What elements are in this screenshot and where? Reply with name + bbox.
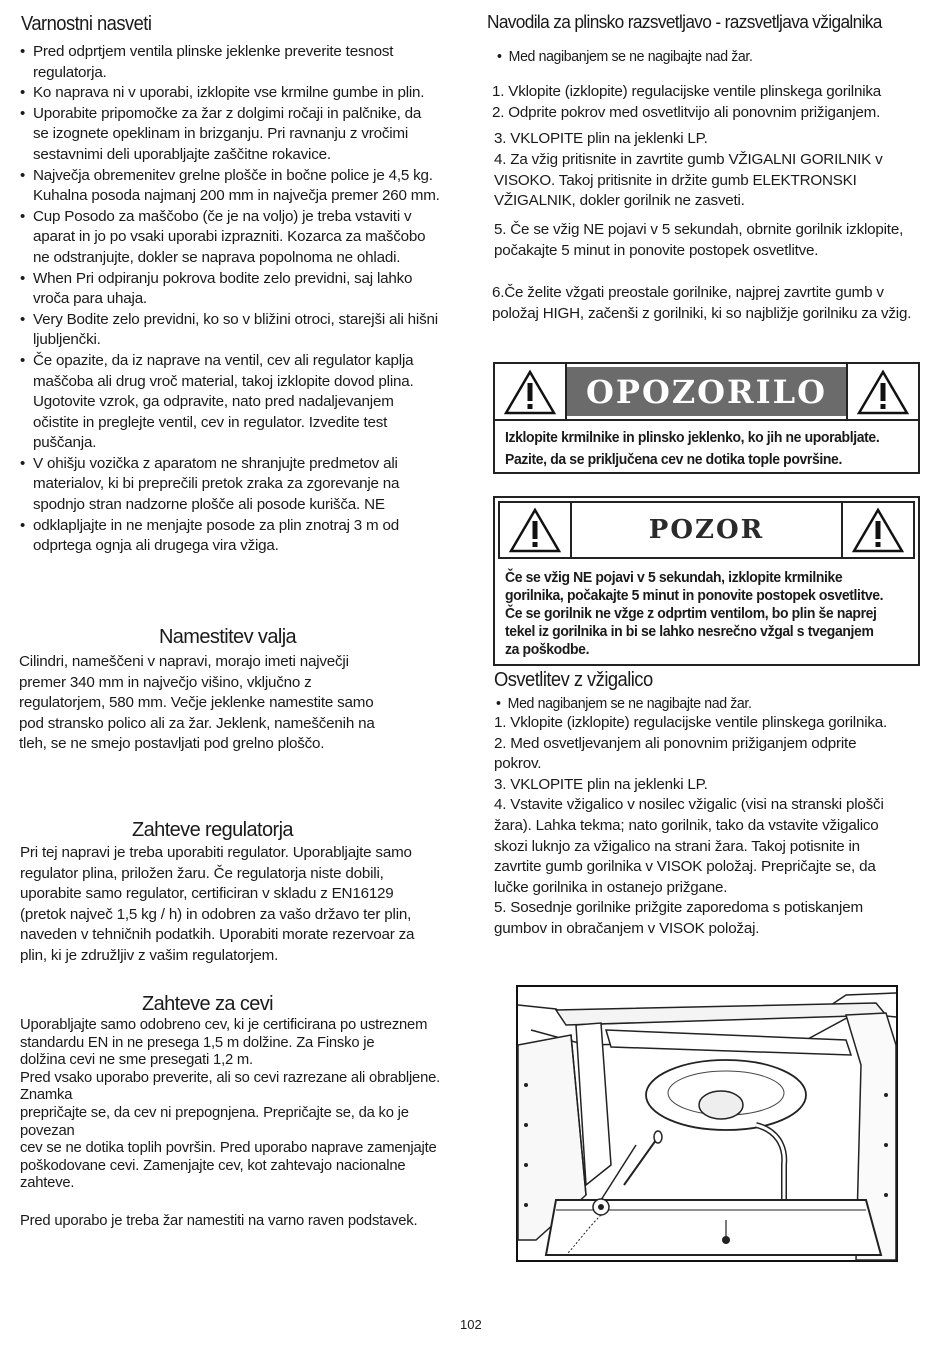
list-item: • odklapljajte in ne menjajte posode za plin znotraj 3 m od odprtega ognja ali drugega vira vžiga.: [20, 516, 440, 557]
warning-line: Izklopite krmilnike in plinsko jeklenko, ko jih ne uporabljate.: [505, 429, 880, 446]
page-number: 102: [460, 1317, 482, 1332]
match-step: 3. VKLOPITE plin na jeklenki LP.: [494, 775, 708, 793]
grill-illustration: [516, 985, 898, 1262]
hoses-line: standardu EN in ne presega 1,5 m dolžine. Za Finsko je: [20, 1034, 375, 1051]
bullet-dot: •: [496, 695, 508, 712]
caution-title: POZOR: [648, 515, 765, 545]
regulator-title: Zahteve regulatorja: [132, 819, 293, 841]
warning-triangle-left: [495, 364, 567, 419]
list-item: • Pred odprtjem ventila plinske jeklenke preverite tesnost regulatorja.: [20, 42, 440, 83]
cylinder-text: Cilindri, nameščeni v napravi, morajo imeti največji premer 340 mm in največjo višino, vključno z regulatorjem, 580 mm. Večje jeklenke namestite samo pod stransko polico ali za žar. Jeklenk, nameščenih na tleh, se ne smejo postavljati pod grelno ploščo.: [19, 653, 375, 753]
caution-line: Če se vžig NE pojavi v 5 sekundah, izklopite krmilnike: [505, 569, 843, 586]
list-item: • Cup Posodo za maščobo (če je na voljo) je treba vstaviti v aparat in jo po vsaki uporabi izprazniti. Kozarca za maščobo ne odstranjujte, dokler se naprava popolnoma ne ohladi.: [20, 207, 440, 269]
hoses-line: prepričajte se, da cev ni prepognjena. Prepričajte se, da ko je: [20, 1104, 409, 1121]
caution-triangle-right: [841, 503, 913, 557]
hoses-line: cev se ne dotika toplih površin. Pred uporabo naprave zamenjajte: [20, 1140, 437, 1157]
list-item: • Največja obremenitev grelne plošče in bočne police je 4,5 kg. Kuhalna posoda najmanj 200 mm in največja premer 260 mm.: [20, 166, 440, 207]
match-title: Osvetlitev z vžigalico: [494, 669, 653, 691]
hoses-footer: Pred uporabo je treba žar namestiti na varno raven podstavek.: [20, 1213, 418, 1229]
hoses-line: zahteve.: [20, 1175, 75, 1192]
warning-title: OPOZORILO: [567, 367, 846, 416]
list-item: • Ko naprava ni v uporabi, izklopite vse krmilne gumbe in plin.: [20, 83, 440, 104]
caution-header: [498, 501, 915, 559]
caution-triangle-left: [500, 503, 572, 557]
ignition-step: 5. Če se vžig NE pojavi v 5 sekundah, obrnite gorilnik izklopite, počakajte 5 minut in ponovite postopek osvetlitve.: [494, 221, 904, 259]
ignition-step: 4. Za vžig pritisnite in zavrtite gumb VŽIGALNI GORILNIK v VISOKO. Takoj pritisnite in držite gumb ELEKTRONSKI VŽIGALNIK, dokler gorilnik ne zasveti.: [494, 151, 883, 210]
ignition-step: 1. Vklopite (izklopite) regulacijske ventile plinskega gorilnika: [492, 83, 882, 100]
list-item: • When Pri odpiranju pokrova bodite zelo previdni, saj lahko vroča para uhaja.: [20, 269, 440, 310]
caution-icon: [509, 507, 561, 553]
warning-triangle-right: [846, 364, 918, 419]
hoses-line: Znamka: [20, 1087, 73, 1104]
list-item: • Če opazite, da iz naprave na ventil, cev ali regulator kaplja maščoba ali drug vroč material, takoj izklopite dovod plina. Ugotovite vzrok, ga odpravite, nato pred nadaljevanjem očistite in preglejte ventil, cev in regulator. Izvedite test puščanja.: [20, 351, 440, 454]
hoses-line: povezan: [20, 1122, 75, 1139]
hoses-text: [20, 1017, 460, 1193]
ignition-bullet-text: Med nagibanjem se ne nagibajte nad žar.: [508, 48, 753, 65]
hoses-line: poškodovane cevi. Zamenjajte cev, kot zahtevajo nacionalne: [20, 1157, 406, 1174]
warning-header: [495, 364, 918, 421]
caution-line: tekel iz gorilnika in bi se lahko nesrečno vžgal s tveganjem: [505, 623, 874, 640]
safety-bullets: [20, 42, 440, 557]
cylinder-title: Namestitev valja: [158, 626, 297, 648]
ignition-step: 2. Odprite pokrov med osvetlitvijo ali ponovnim prižiganjem.: [492, 104, 881, 121]
hoses-line: Pred vsako uporabo preverite, ali so cevi razrezane ali obrabljene.: [20, 1069, 441, 1086]
warning-line: Pazite, da se priključena cev ne dotika tople površine.: [505, 451, 842, 468]
hoses-title: Zahteve za cevi: [141, 993, 274, 1015]
hoses-line: Uporabljajte samo odobreno cev, ki je certificirana po ustreznem: [20, 1017, 428, 1033]
caution-box: [493, 496, 920, 666]
list-item: • V ohišju vozička z aparatom ne shranjujte predmetov ali materialov, ki bi preprečili pretok zraka za zgorevanje na spodnjo stran nadzorne plošče ali posode kurišča. NE: [20, 454, 440, 516]
match-step: 5. Sosednje gorilnike prižgite zaporedoma s potiskanjem gumbov in obračanjem v VISOK položaj.: [494, 899, 863, 937]
match-step: 4. Vstavite vžigalico v nosilec vžigalic (visi na stranski plošči žara). Lahka tekma; nato gorilnik, tako da vstavite vžigalico skozi luknjo za vžigalico na strani žara. Takoj potisnite in zavrtite gumb gorilnika v VISOK položaj. Prepričajte se, da lučke gorilnika in ostanejo prižgane.: [494, 796, 884, 896]
warning-box: [493, 362, 920, 474]
caution-line: Če se gorilnik ne vžge z odprtim ventilom, bo plin še naprej: [505, 605, 877, 622]
match-step: 1. Vklopite (izklopite) regulacijske ventile plinskega gorilnika.: [494, 714, 888, 731]
ignition-step: 6.Če želite vžgati preostale gorilnike, najprej zavrtite gumb v položaj HIGH, začenši z gorilniki, ki so najbližje gorilniku za vžig.: [492, 284, 912, 322]
list-item: • Uporabite pripomočke za žar z dolgimi ročaji in palčnike, da se izognete opeklinam in brizganju. Pri ravnanju z vročimi sestavnimi deli uporabljajte zaščitne rokavice.: [20, 104, 440, 166]
ignition-bullet: [497, 48, 753, 65]
match-step: 2. Med osvetljevanjem ali ponovnim prižiganjem odprite pokrov.: [494, 734, 857, 773]
match-bullet: [496, 695, 752, 712]
match-steps: [494, 713, 889, 940]
regulator-text: Pri tej napravi je treba uporabiti regulator. Uporabljajte samo regulator plina, priložen žaru. Če regulatorja niste dobili, uporabite samo regulator, certificiran v skladu z EN16129 (pretok največ 1,5 kg / h) in odobren za vašo državo ter plin, naveden v tehničnih podatkih. Uporabiti morate rezervoar za plin, ki je združljiv z vašim regulatorjem.: [20, 844, 415, 964]
ignition-step: 3. VKLOPITE plin na jeklenki LP.: [494, 130, 708, 147]
caution-line: za poškodbe.: [505, 641, 590, 658]
hoses-line: dolžina cevi ne sme presegati 1,2 m.: [20, 1052, 253, 1069]
ignition-title: Navodila za plinsko razsvetljavo - razsvetljava vžigalnika: [487, 11, 882, 32]
caution-icon: [852, 507, 904, 553]
warning-icon: [504, 369, 556, 415]
warning-icon: [857, 369, 909, 415]
bullet-dot: •: [497, 48, 509, 65]
safety-title: Varnostni nasveti: [21, 13, 152, 35]
grill-drawing: [516, 985, 898, 1262]
list-item: • Very Bodite zelo previdni, ko so v bližini otroci, starejši ali hišni ljubljenčki.: [20, 310, 440, 351]
match-bullet-text: Med nagibanjem se ne nagibajte nad žar.: [507, 695, 752, 712]
caution-line: gorilnika, počakajte 5 minut in ponovite postopek osvetlitve.: [505, 587, 884, 604]
